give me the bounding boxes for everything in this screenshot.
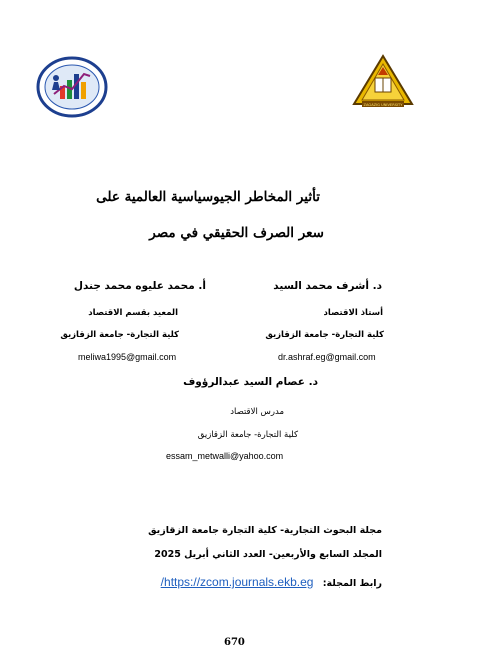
university-logo — [352, 54, 414, 110]
author-3-role: مدرس الاقتصاد — [230, 407, 284, 417]
journal-name: مجلة البحوث التجارية- كلية التجارة جامعة الزقازيق — [148, 525, 382, 536]
journal-link-line — [161, 575, 382, 589]
author-2-role: المعيد بقسم الاقتصاد — [88, 308, 178, 318]
paper-title-line-2: سعر الصرف الحقيقي في مصر — [149, 225, 324, 241]
author-1-name: د. أشرف محمد السيد — [273, 280, 382, 292]
paper-title-line-1: تأثير المخاطر الجيوسياسية العالمية على — [96, 189, 320, 205]
page-number: 670 — [224, 637, 245, 648]
author-1-affiliation: كلية التجارة- جامعة الزقازيق — [265, 330, 384, 340]
journal-volume: المجلد السابع والأربعين- العدد الثاني أبريل 2025 — [154, 549, 382, 560]
journal-link[interactable]: https://zcom.journals.ekb.eg/ — [160, 575, 314, 589]
journal-logo — [36, 56, 108, 118]
author-3-affiliation: كلية التجارة- جامعة الزقازيق — [197, 430, 298, 440]
author-1-role: أستاذ الاقتصاد — [323, 308, 383, 318]
journal-link-label: رابط المجلة: — [322, 578, 382, 589]
author-1-email[interactable]: dr.ashraf.eg@gmail.com — [278, 352, 376, 362]
author-3-name: د. عصام السيد عبدالرؤوف — [183, 376, 318, 388]
author-3-email[interactable]: essam_metwalli@yahoo.com — [166, 451, 284, 461]
author-2-affiliation: كلية التجارة- جامعة الزقازيق — [60, 330, 179, 340]
author-2-email[interactable]: meliwa1995@gmail.com — [78, 352, 177, 362]
author-2-name: أ. محمد عليوه محمد جندل — [73, 280, 206, 292]
logo-caption: ZAGAZIG UNIVERSITY — [363, 103, 403, 107]
